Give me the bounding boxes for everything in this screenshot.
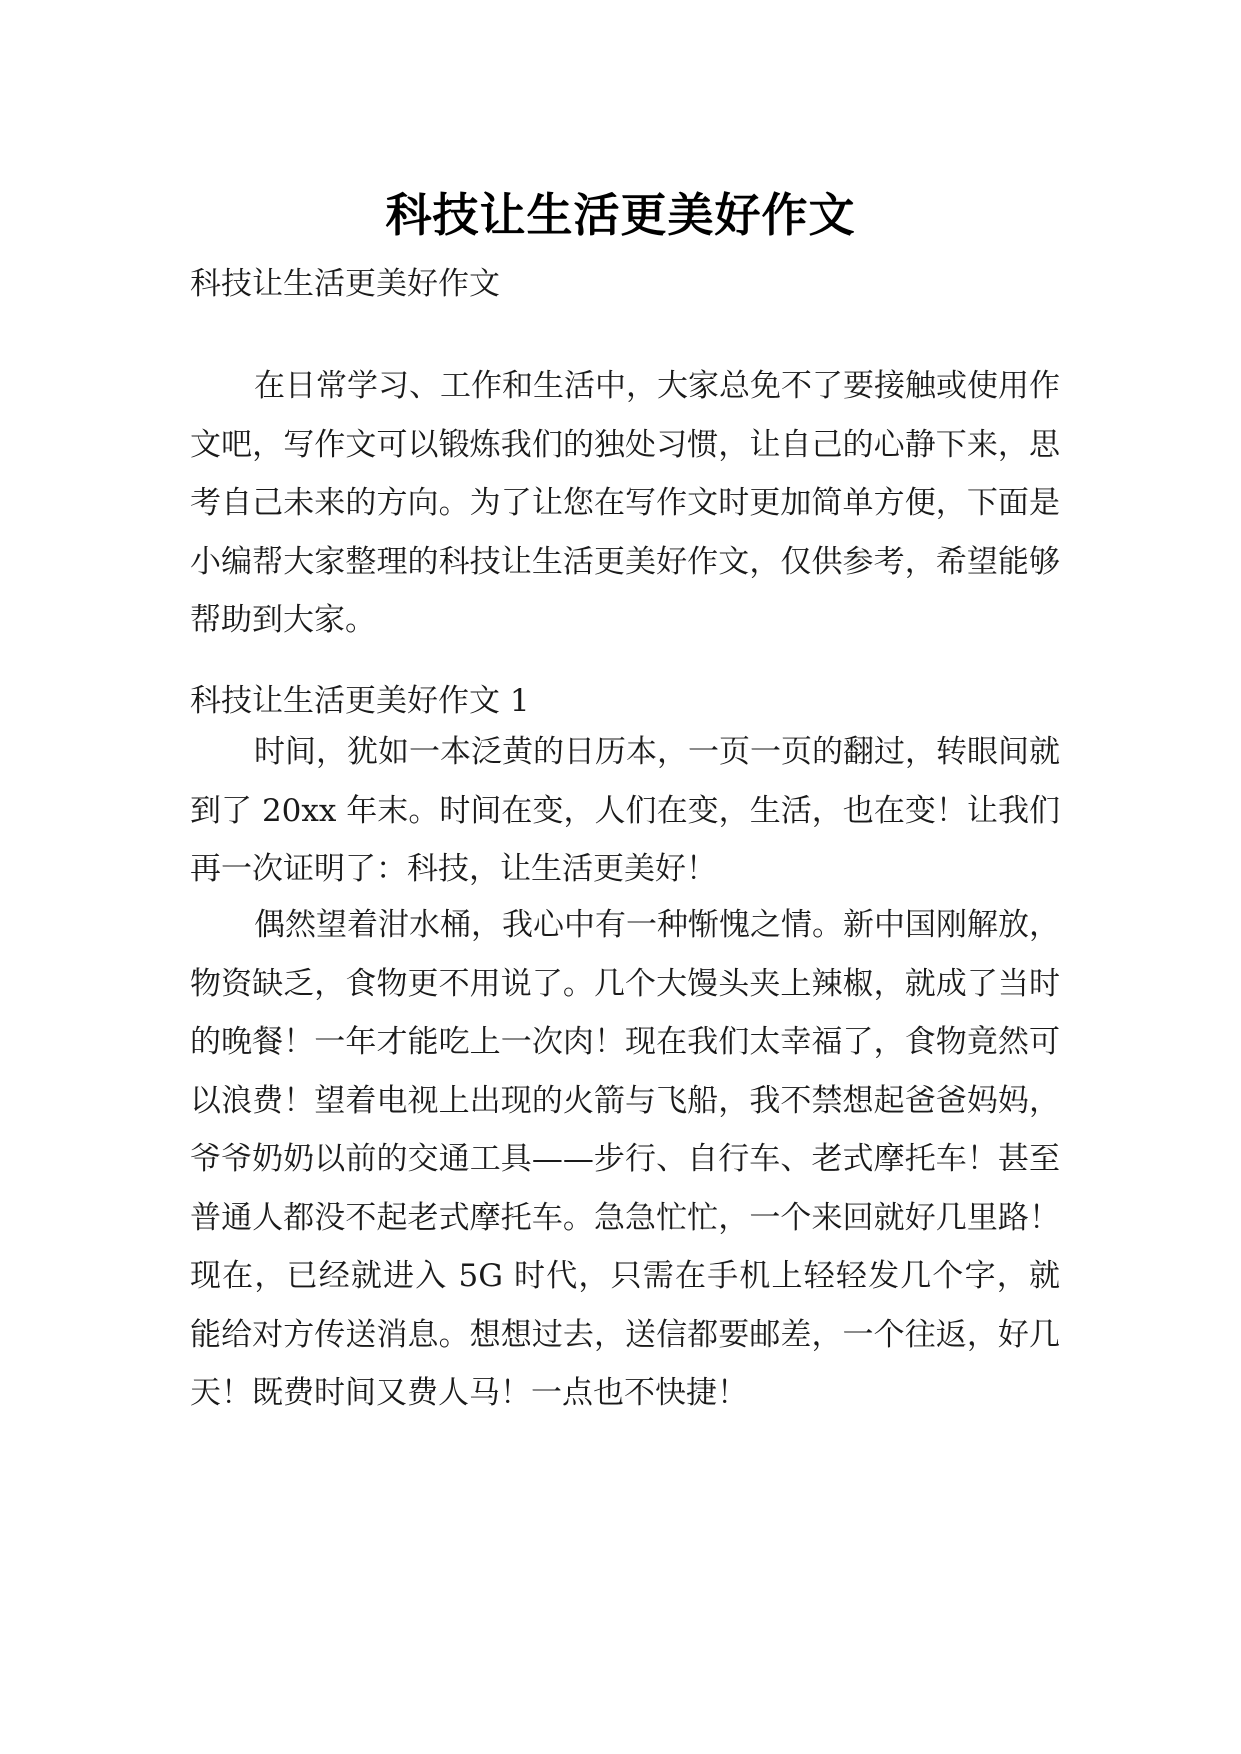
section-heading: 科技让生活更美好作文 1 — [190, 683, 530, 719]
body-paragraph-2: 偶然望着泔水桶，我心中有一种惭愧之情。新中国刚解放，物资缺乏，食物更不用说了。几个大馒头夹上辣椒，就成了当时的晚餐！一年才能吃上一次肉！现在我们太幸福了，食物竟然可以浪费！望着电视上出现的火箭与飞船，我不禁想起爸爸妈妈，爷爷奶奶以前的交通工具——步行、自行车、老式摩托车！甚至普通人都没不起老式摩托车。急急忙忙，一个来回就好几里路！现在，已经就进入 5G 时代，只需在手机上轻轻发几个字，就能给对方传送消息。想想过去，送信都要邮差，一个往返，好几天！既费时间又费人马！一点也不快捷！ — [190, 907, 1060, 1411]
document-title: 科技让生活更美好作文 — [385, 187, 856, 242]
document-subtitle: 科技让生活更美好作文 — [190, 266, 500, 302]
intro-paragraph: 在日常学习、工作和生活中，大家总免不了要接触或使用作文吧，写作文可以锻炼我们的独处习惯，让自己的心静下来，思考自己未来的方向。为了让您在写作文时更加简单方便，下面是小编帮大家整理的科技让生活更美好作文，仅供参考，希望能够帮助到大家。 — [190, 368, 1060, 638]
body-paragraph-1: 时间，犹如一本泛黄的日历本，一页一页的翻过，转眼间就到了 20xx 年末。时间在变，人们在变，生活，也在变！让我们再一次证明了：科技，让生活更美好！ — [190, 734, 1060, 887]
